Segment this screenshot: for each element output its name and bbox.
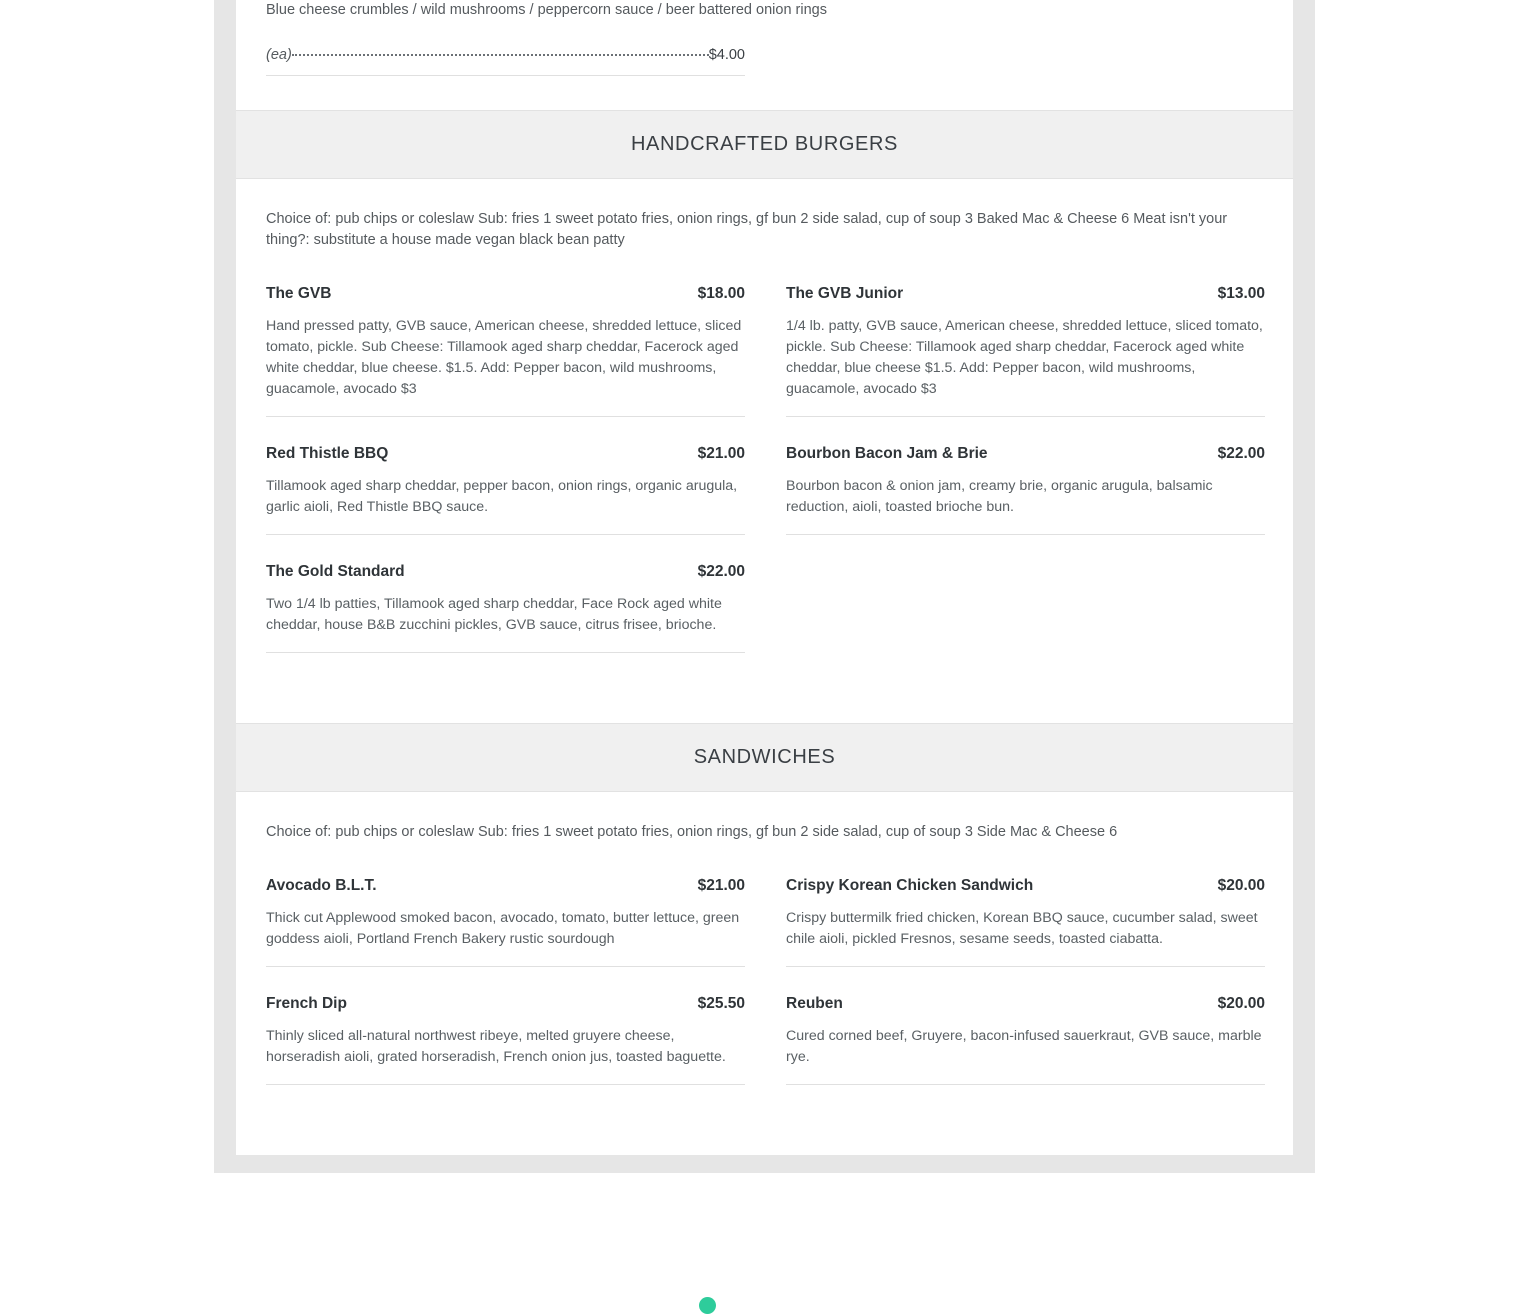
menu-item-head	[266, 445, 745, 463]
menu-item-name: The Gold Standard	[266, 562, 405, 580]
menu-item-name: Red Thistle BBQ	[266, 444, 389, 462]
menu-item-price: $21.00	[697, 876, 745, 894]
menu-item-price: $20.00	[1217, 876, 1265, 894]
menu-item-description: Crispy buttermilk fried chicken, Korean BBQ sauce, cucumber salad, sweet chile aioli, pickled Fresnos, sesame seeds, toasted ciabatta.	[786, 909, 1258, 947]
menu-card	[236, 0, 1293, 1155]
menu-item-description: Hand pressed patty, GVB sauce, American cheese, shredded lettuce, sliced tomato, pickle. Sub Cheese: Tillamook aged sharp cheddar, Facerock aged white cheddar, blue cheese. $1.5. Add: Pepper bacon, wild mushrooms, guacamole, avocado $3	[266, 317, 742, 397]
partial-item-price-label: (ea)	[266, 46, 292, 63]
menu-item	[786, 445, 1265, 535]
menu-item-price: $22.00	[1217, 444, 1265, 462]
menu-item-head	[266, 285, 745, 303]
menu-item-head	[786, 877, 1265, 895]
partial-item-price-row	[266, 47, 745, 76]
section-note: Choice of: pub chips or coleslaw Sub: fries 1 sweet potato fries, onion rings, gf bun 2 side salad, cup of soup 3 Baked Mac & Cheese 6 Meat isn't your thing?: substitute a house made vegan black bean patty	[266, 210, 1228, 248]
leader-dots	[292, 54, 709, 56]
menu-item-head	[786, 285, 1265, 303]
menu-item	[266, 445, 745, 535]
menu-item-price: $25.50	[697, 994, 745, 1012]
section-header-handcrafted-burgers	[236, 110, 1293, 179]
menu-item-description: Thick cut Applewood smoked bacon, avocado, tomato, butter lettuce, green goddess aioli, Portland French Bakery rustic sourdough	[266, 909, 740, 947]
menu-page-frame	[214, 0, 1315, 1173]
menu-item-head	[266, 877, 745, 895]
menu-item-name: Crispy Korean Chicken Sandwich	[786, 876, 1034, 894]
partial-menu-item	[236, 0, 1293, 110]
menu-item	[266, 563, 745, 653]
section-body-sandwiches	[236, 792, 1293, 1155]
section-header-sandwiches	[236, 723, 1293, 792]
menu-item	[786, 995, 1265, 1085]
menu-item-name: Avocado B.L.T.	[266, 876, 377, 894]
menu-item-description: Cured corned beef, Gruyere, bacon-infused sauerkraut, GVB sauce, marble rye.	[786, 1027, 1262, 1065]
page-bottom-strip	[0, 1285, 1530, 1307]
menu-item-name: The GVB	[266, 284, 332, 302]
menu-item-description: Thinly sliced all-natural northwest ribeye, melted gruyere cheese, horseradish aioli, grated horseradish, French onion jus, toasted baguette.	[266, 1027, 726, 1065]
menu-item-price: $13.00	[1217, 284, 1265, 302]
menu-item	[786, 877, 1265, 967]
menu-item	[266, 995, 745, 1085]
partial-item-price: $4.00	[708, 46, 745, 63]
menu-item	[266, 877, 745, 967]
menu-items-grid	[266, 285, 1263, 681]
section-title: HANDCRAFTED BURGERS	[631, 132, 898, 155]
menu-item-head	[786, 445, 1265, 463]
menu-item-name: Bourbon Bacon Jam & Brie	[786, 444, 988, 462]
menu-item-name: The GVB Junior	[786, 284, 904, 302]
menu-item-description: Bourbon bacon & onion jam, creamy brie, organic arugula, balsamic reduction, aioli, toasted brioche bun.	[786, 477, 1213, 515]
menu-items-grid	[266, 877, 1263, 1113]
menu-item-description: Tillamook aged sharp cheddar, pepper bacon, onion rings, organic arugula, garlic aioli, Red Thistle BBQ sauce.	[266, 477, 738, 515]
menu-item-head	[266, 563, 745, 581]
menu-item-name: French Dip	[266, 994, 347, 1012]
menu-item	[786, 285, 1265, 417]
menu-item-name: Reuben	[786, 994, 843, 1012]
menu-item-description: 1/4 lb. patty, GVB sauce, American cheese, shredded lettuce, sliced tomato, pickle. Sub Cheese: Tillamook aged sharp cheddar, Facerock aged white cheddar, blue cheese $1.5. Add: Pepper bacon, wild mushrooms, guacamole, avocado $3	[786, 317, 1263, 397]
menu-item-description: Two 1/4 lb patties, Tillamook aged sharp cheddar, Face Rock aged white cheddar, house B&B zucchini pickles, GVB sauce, citrus frisee, brioche.	[266, 595, 722, 633]
partial-item-description: Blue cheese crumbles / wild mushrooms / peppercorn sauce / beer battered onion rings	[266, 2, 827, 18]
menu-item-price: $20.00	[1217, 994, 1265, 1012]
section-note: Choice of: pub chips or coleslaw Sub: fries 1 sweet potato fries, onion rings, gf bun 2 side salad, cup of soup 3 Side Mac & Cheese 6	[266, 823, 1118, 840]
menu-item-price: $21.00	[697, 444, 745, 462]
chat-bubble-icon[interactable]	[699, 1297, 716, 1314]
section-body-handcrafted-burgers	[236, 179, 1293, 723]
menu-item	[266, 285, 745, 417]
menu-item-head	[266, 995, 745, 1013]
menu-item-price: $22.00	[697, 562, 745, 580]
menu-item-price: $18.00	[697, 284, 745, 302]
section-title: SANDWICHES	[693, 745, 836, 768]
menu-item-head	[786, 995, 1265, 1013]
